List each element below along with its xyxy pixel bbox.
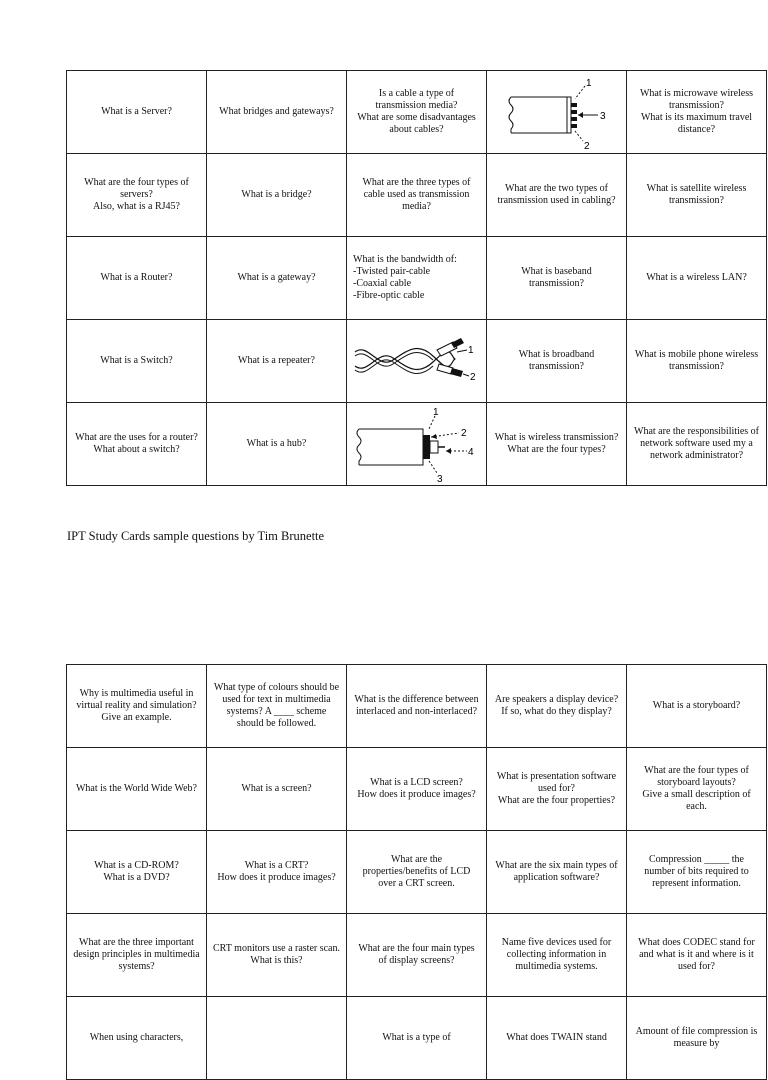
diagram-label: 4 [467,447,474,458]
diagram-label: 3 [436,474,443,483]
card-cell: What is the difference between interlaced and non-interlaced? [347,665,487,748]
card-cell: What is broadband transmission? [487,320,627,403]
card-cell: What are the two types of transmission used in cabling? [487,154,627,237]
coaxial-diagram-cell [347,403,487,486]
card-cell: Why is multimedia useful in virtual reality and simulation? Give an example. [67,665,207,748]
card-cell: What is a Router? [67,237,207,320]
table-row [67,71,767,154]
twisted-pair-cable-diagram [353,322,481,400]
card-cell: What is the bandwidth of: -Twisted pair-cable -Coaxial cable -Fibre-optic cable [347,237,487,320]
card-cell: Name five devices used for collecting information in multimedia systems. [487,914,627,997]
card-cell: What is wireless transmission? What are the four types? [487,403,627,486]
card-cell: What is a CD-ROM? What is a DVD? [67,831,207,914]
card-cell: Compression _____ the number of bits required to represent information. [627,831,767,914]
card-cell: What are the four types of servers? Also, what is a RJ45? [67,154,207,237]
page-caption: IPT Study Cards sample questions by Tim Brunette [67,529,325,543]
diagram-label: 2 [583,141,590,151]
card-cell: What does TWAIN stand [487,997,627,1080]
table-row [67,997,767,1080]
card-cell: What is a repeater? [207,320,347,403]
card-cell: What are the four main types of display screens? [347,914,487,997]
card-cell: What is a gateway? [207,237,347,320]
fibre-optic-cable-diagram [497,73,617,151]
diagram-label: 1 [467,345,474,356]
card-cell: What is presentation software used for? What are the four properties? [487,748,627,831]
card-cell: What is a LCD screen? How does it produce images? [347,748,487,831]
card-cell: What is a wireless LAN? [627,237,767,320]
coaxial-cable-diagram [353,405,481,483]
diagram-label: 2 [460,428,467,439]
card-cell: What is a Server? [67,71,207,154]
card-cell [207,997,347,1080]
table-row [67,403,767,486]
card-cell: What are the four types of storyboard layouts? Give a small description of each. [627,748,767,831]
card-cell: What is mobile phone wireless transmission? [627,320,767,403]
card-cell: What is baseband transmission? [487,237,627,320]
card-cell: What are the three important design principles in multimedia systems? [67,914,207,997]
diagram-label: 2 [469,372,476,383]
study-card-table-multimedia [66,664,767,1080]
card-cell: What is satellite wireless transmission? [627,154,767,237]
table-row [67,665,767,748]
table-row [67,320,767,403]
table-row [67,154,767,237]
card-cell: What type of colours should be used for text in multimedia systems? A ____ scheme should be followed. [207,665,347,748]
fibre-optic-diagram-cell [487,71,627,154]
study-card-table-networking [66,70,767,486]
card-cell: What are the three types of cable used as transmission media? [347,154,487,237]
card-cell: What is a type of [347,997,487,1080]
card-cell: What is a storyboard? [627,665,767,748]
card-cell: What is a bridge? [207,154,347,237]
card-cell: CRT monitors use a raster scan. What is this? [207,914,347,997]
card-cell: Is a cable a type of transmission media? What are some disadvantages about cables? [347,71,487,154]
card-cell: What are the responsibilities of network software used my a network administrator? [627,403,767,486]
table-row [67,237,767,320]
card-cell: What is microwave wireless transmission? What is its maximum travel distance? [627,71,767,154]
card-cell: What is the World Wide Web? [67,748,207,831]
diagram-label: 1 [432,407,439,418]
table-row [67,831,767,914]
card-cell: What is a CRT? How does it produce images? [207,831,347,914]
card-cell: What bridges and gateways? [207,71,347,154]
twisted-pair-diagram-cell [347,320,487,403]
card-cell: What is a hub? [207,403,347,486]
card-cell: What is a Switch? [67,320,207,403]
diagram-label: 1 [585,78,592,89]
diagram-label: 3 [599,111,606,122]
card-cell: What does CODEC stand for and what is it and where is it used for? [627,914,767,997]
card-cell: What are the uses for a router? What about a switch? [67,403,207,486]
table-row [67,914,767,997]
card-cell: What are the six main types of application software? [487,831,627,914]
card-cell: Are speakers a display device? If so, what do they display? [487,665,627,748]
card-cell: When using characters, [67,997,207,1080]
table-row [67,748,767,831]
card-cell: What is a screen? [207,748,347,831]
card-cell: Amount of file compression is measure by [627,997,767,1080]
card-cell: What are the properties/benefits of LCD over a CRT screen. [347,831,487,914]
